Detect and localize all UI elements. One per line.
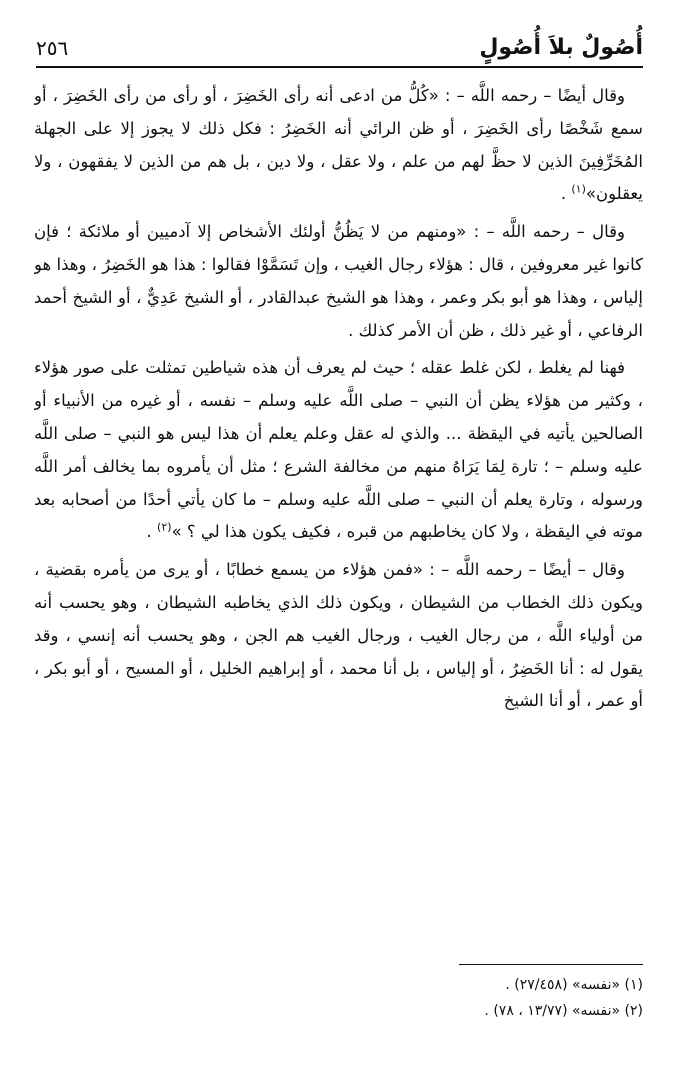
paragraph — [34, 80, 643, 211]
book-title: أُصُولٌ بلاَ أُصُولٍ — [479, 35, 643, 60]
paragraph — [34, 216, 643, 347]
footnotes — [36, 972, 643, 1024]
footnote: (٢) «نفسه» (١٣/٧٧ ، ٧٨) . — [484, 1003, 643, 1019]
paragraph-text: وقال – رحمه اللَّه – : «ومنهم من لا يَظُنُّ أولئك الأشخاص إلا آدميين أو ملائكة ؛ فإن كانوا غير معروفين ، قال : هؤلاء رجال الغيب ، وإن تَسَمَّوْا فقالوا : هذا هو الخَضِرُ ، وهذا هو إلياس ، وهذا هو أبو بكر وعمر ، وهذا هو الشيخ عبدالقادر ، أو الشيخ عَدِيٌّ ، أو الشيخ أحمد الرفاعي ، أو غير ذلك ، ظن أن الأمر كذلك . — [34, 222, 643, 340]
footnote-divider — [459, 964, 643, 965]
main-text — [34, 80, 643, 940]
running-header — [36, 30, 643, 62]
paragraph-text: وقال أيضًا – رحمه اللَّه – : «كُلُّ من ادعى أنه رأى الخَضِرَ ، أو رأى من رأى الخَضِرَ ، أو سمع شَخْصًا رأى الخَضِرَ ، أو ظن الرائي أنه الخَضِرُ : فكل ذلك لا يجوز إلا على الجهلة المُخَرِّفِينَ الذين لا حظَّ لهم من علم ، ولا عقل ، ولا دين ، بل هم من الذين لا يفقهون ، ولا يعقلون» — [34, 86, 643, 204]
paragraph-text: وقال – أيضًا – رحمه اللَّه – : «فمن هؤلاء من يسمع خطابًا ، أو يرى من يأمره بقضية ، ويكون ذلك الخطاب من الشيطان ، ويكون ذلك الذي يخاطبه الشيطان ، وهو يحسب أنه من أولياء اللَّه ، من رجال الغيب ، ورجال الغيب هم الجن ، وهو يحسب أنه إنسي ، وقد يقول له : أنا الخَضِرُ ، أو إلياس ، بل أنا محمد ، أو إبراهيم الخليل ، أو المسيح ، أو أبو بكر ، أو عمر ، أو أنا الشيخ — [34, 560, 643, 711]
footnote: (١) «نفسه» (٢٧/٤٥٨) . — [505, 977, 643, 993]
page-number: ٢٥٦ — [36, 36, 69, 60]
footnote-reference: (٢) — [157, 520, 172, 534]
header-divider — [36, 66, 643, 68]
paragraph — [34, 554, 643, 718]
footnote-reference: (١) — [571, 182, 586, 196]
paragraph-tail: . — [146, 522, 158, 542]
paragraph-text: فهنا لم يغلط ، لكن غلط عقله ؛ حيث لم يعرف أن هذه شياطين تمثلت على صور هؤلاء ، وكثير من هؤلاء يظن أن النبي – صلى اللَّه عليه وسلم – نفسه ، أو غيره من الأنبياء أو الصالحين يأتيه في اليقظة ... والذي له عقل وعلم يعلم أن هذا ليس هو النبي – صلى اللَّه عليه وسلم – ؛ تارة لِمَا يَرَاهُ منهم من مخالفة الشرع ؛ مثل أن يأمروه بما يخالف أمر اللَّه ورسوله ، وتارة يعلم أن النبي – صلى اللَّه عليه وسلم – ما كان يأتي أحدًا من أصحابه بعد موته في اليقظة ، ولا كان يخاطبهم من قبره ، فكيف يكون هذا لي ؟ » — [34, 358, 643, 542]
paragraph-tail: . — [560, 184, 572, 204]
paragraph — [34, 352, 643, 549]
